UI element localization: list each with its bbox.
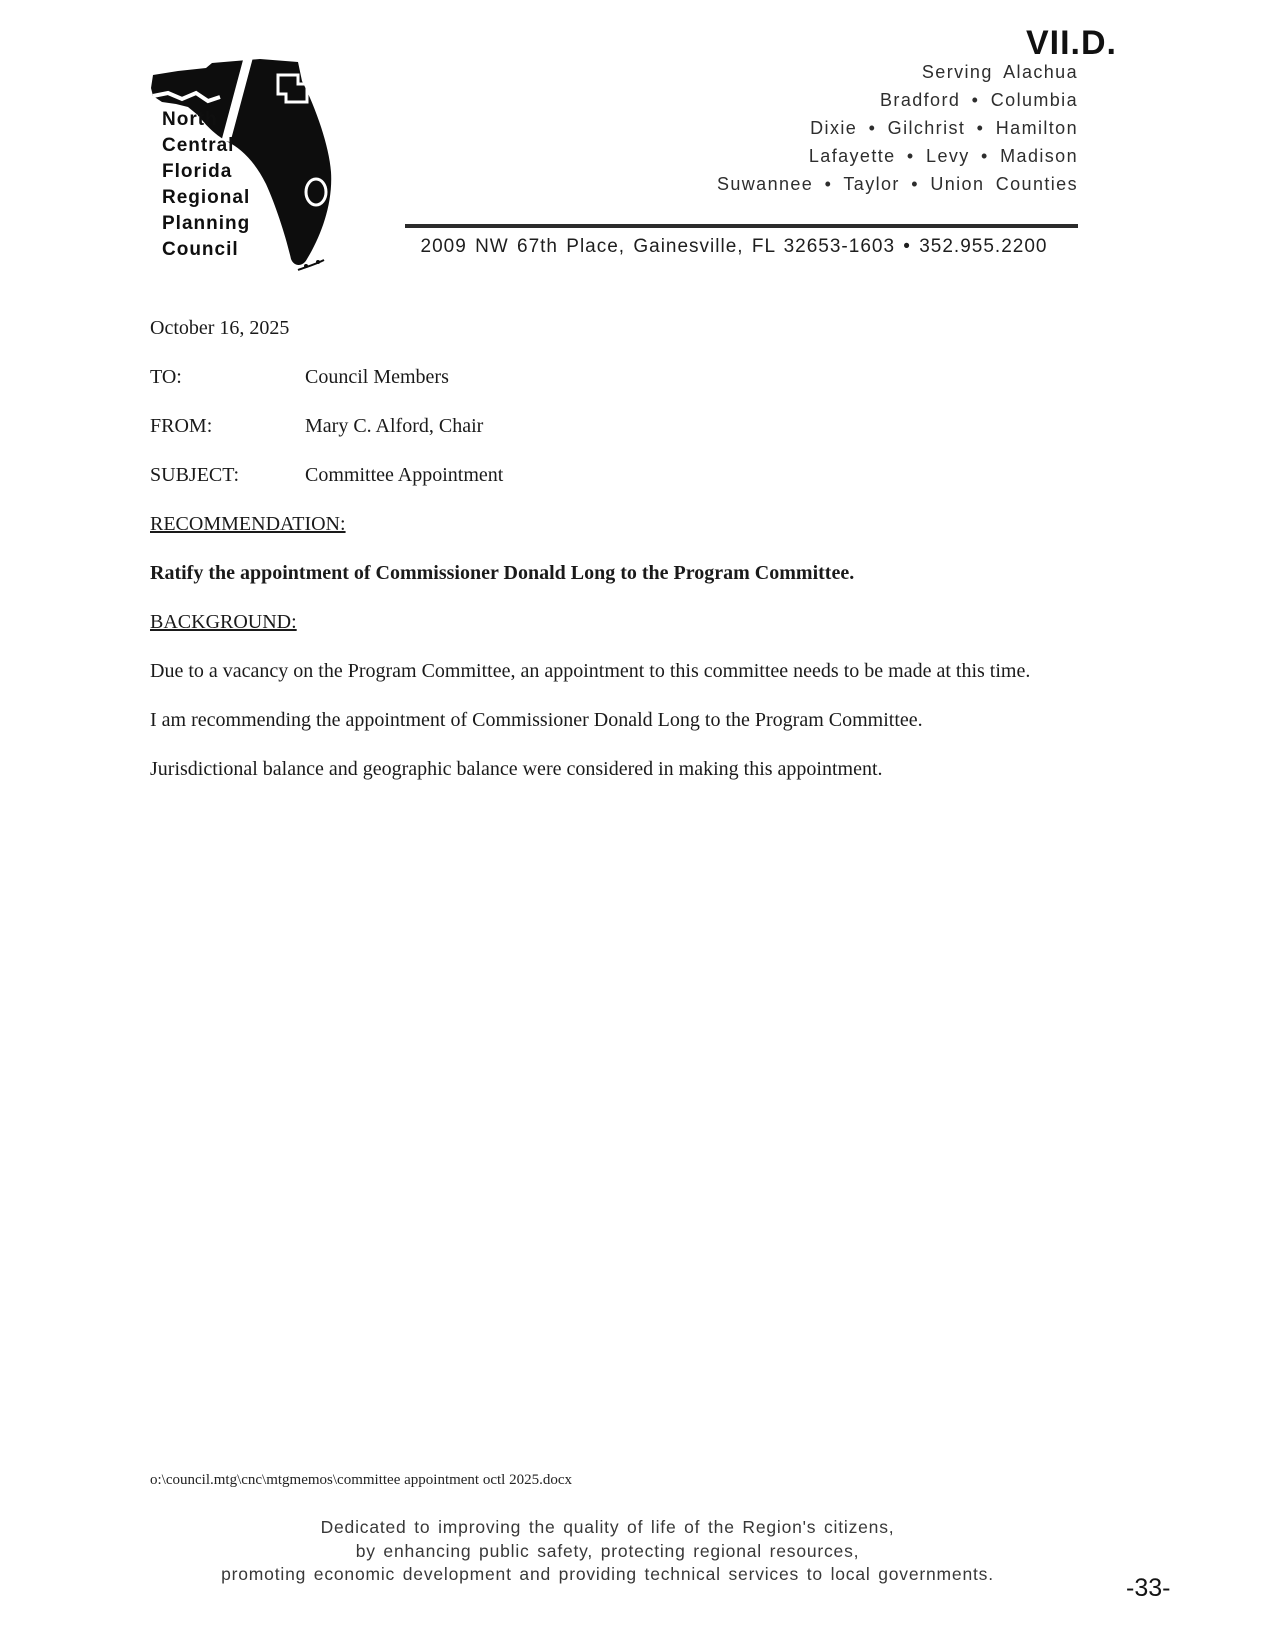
background-paragraph: Due to a vacancy on the Program Committee, an appointment to this committee needs to be made at this time.	[150, 660, 1031, 682]
serving-line: Bradford • Columbia	[880, 90, 1078, 110]
memo-date: October 16, 2025	[150, 317, 290, 339]
from-value: Mary C. Alford, Chair	[305, 415, 484, 437]
subject-value: Committee Appointment	[305, 464, 504, 486]
council-logo	[148, 55, 360, 273]
serving-line: Suwannee • Taylor • Union Counties	[716, 174, 1078, 194]
from-label: FROM:	[150, 415, 213, 437]
serving-line: Dixie • Gilchrist • Hamilton	[810, 118, 1078, 138]
logo-line: Planning	[162, 213, 251, 234]
logo-line: North	[162, 109, 218, 130]
serving-line: Serving Alachua	[921, 62, 1078, 82]
dedication-line: promoting economic development and providing technical services to local governments.	[221, 1564, 994, 1584]
logo-line: Regional	[162, 187, 251, 208]
background-paragraph: Jurisdictional balance and geographic balance were considered in making this appointment.	[150, 758, 883, 780]
serving-line: Lafayette • Levy • Madison	[808, 146, 1078, 166]
memo-field-to	[150, 363, 1095, 391]
memo-body	[150, 314, 1095, 804]
recommendation-heading: RECOMMENDATION:	[150, 513, 346, 535]
recommendation-text: Ratify the appointment of Commissioner Donald Long to the Program Committee.	[150, 562, 855, 584]
page-number: -33-	[1126, 1574, 1171, 1602]
to-value: Council Members	[305, 366, 449, 388]
address-line: 2009 NW 67th Place, Gainesville, FL 32653-1603 • 352.955.2200	[420, 236, 1048, 257]
logo-line: Florida	[162, 161, 233, 182]
dedication-statement	[0, 1516, 1215, 1587]
logo-text	[162, 107, 250, 263]
document-file-path: o:\council.mtg\cnc\mtgmemos\committee appointment octl 2025.docx	[150, 1472, 572, 1488]
dedication-line: by enhancing public safety, protecting regional resources,	[355, 1540, 860, 1561]
header-divider	[405, 224, 1078, 228]
agenda-item-number: VII.D.	[1025, 24, 1117, 62]
logo-line: Council	[162, 239, 239, 260]
memo-field-from	[150, 412, 1095, 440]
memo-field-subject	[150, 461, 1095, 489]
subject-label: SUBJECT:	[150, 464, 240, 486]
to-label: TO:	[150, 366, 182, 388]
logo-line: Central	[162, 135, 235, 156]
background-heading: BACKGROUND:	[150, 611, 297, 633]
serving-counties	[558, 58, 1078, 198]
dedication-line: Dedicated to improving the quality of life of the Region's citizens,	[320, 1517, 895, 1537]
background-paragraph: I am recommending the appointment of Commissioner Donald Long to the Program Committee.	[150, 709, 923, 731]
